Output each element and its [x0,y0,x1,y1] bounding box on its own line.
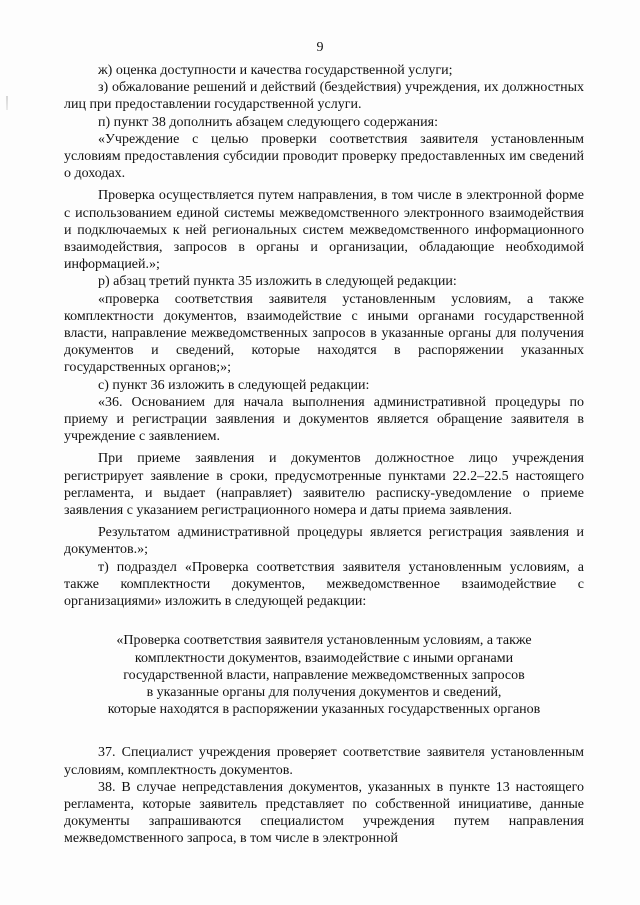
section-heading-line: «Проверка соответствия заявителя установленным условиям, а также [116,633,532,649]
paragraph-registration: При приеме заявления и документов должностное лицо учреждения регистрирует заявление в сроки, предусмотренные пунктами 22.2–22.5 настоящего регламента, и выдает (направляет) заявителю расписку-уведомление о приеме заявления с указанием регистрационного номера и даты приема заявления. [64,451,584,519]
paragraph-s: с) пункт 36 изложить в следующей редакции: [98,377,370,393]
paragraph-quote-check: «проверка соответствия заявителя установленным условиям, а также комплектности документов, взаимодействие с иными органами государственной власти, направление межведомственных запросов в указанные органы для получения документов и сведений, которые находятся в распоряжении указанных государственных органов;»; [64,291,584,376]
paragraph-p: п) пункт 38 дополнить абзацем следующего содержания: [98,114,438,130]
paragraph-zh: ж) оценка доступности и качества государственной услуги; [98,63,453,78]
paragraph-quote-institution: «Учреждение с целью проверки соответствия заявителя установленным условиям предоставления субсидии проводит проверку предоставленных им сведений о доходах. [64,131,584,182]
paragraph-37: 37. Специалист учреждения проверяет соответствие заявителя установленным условиям, комплектность документов. [64,745,584,778]
section-heading-line: комплектности документов, взаимодействие с иными органами [134,650,514,666]
section-heading-line: государственной власти, направление межведомственных запросов [123,667,525,683]
paragraph-38: 38. В случае непредставления документов, указанных в пункте 13 настоящего регламента, которые заявитель представляет по собственной инициативе, данные документы запрашиваются специалистом учреждения путем направления межведомственного запроса, в том числе в электронной [64,779,584,847]
paragraph-result: Результатом административной процедуры является регистрация заявления и документов.»; [64,525,584,558]
scan-margin-mark [6,96,8,110]
paragraph-t: т) подраздел «Проверка соответствия заявителя установленным условиям, а также комплектности документов, межведомственное взаимодействие с организациями» изложить в следующей редакции: [64,559,584,610]
section-heading-line: в указанные органы для получения документов и сведений, [146,684,502,700]
section-heading [64,632,584,718]
paragraph-r: р) абзац третий пункта 35 изложить в следующей редакции: [98,274,457,290]
paragraph-36: «36. Основанием для начала выполнения административной процедуры по приему и регистрации заявления и документов является обращение заявителя в учреждение с заявлением. [64,394,584,445]
section-heading-line: которые находятся в распоряжении указанных государственных органов [107,702,541,718]
paragraph-verification: Проверка осуществляется путем направления, в том числе в электронной форме с использованием единой системы межведомственного электронного взаимодействия и подключаемых к ней региональных систем межведомственного информационного взаимодействия, запросов в органы и организации, обладающие необходимой информацией.»; [64,188,584,273]
page-number: 9 [316,40,324,55]
paragraph-z: з) обжалование решений и действий (бездействия) учреждения, их должностных лиц при предоставлении государственной услуги. [64,80,584,113]
document-body [64,62,584,848]
